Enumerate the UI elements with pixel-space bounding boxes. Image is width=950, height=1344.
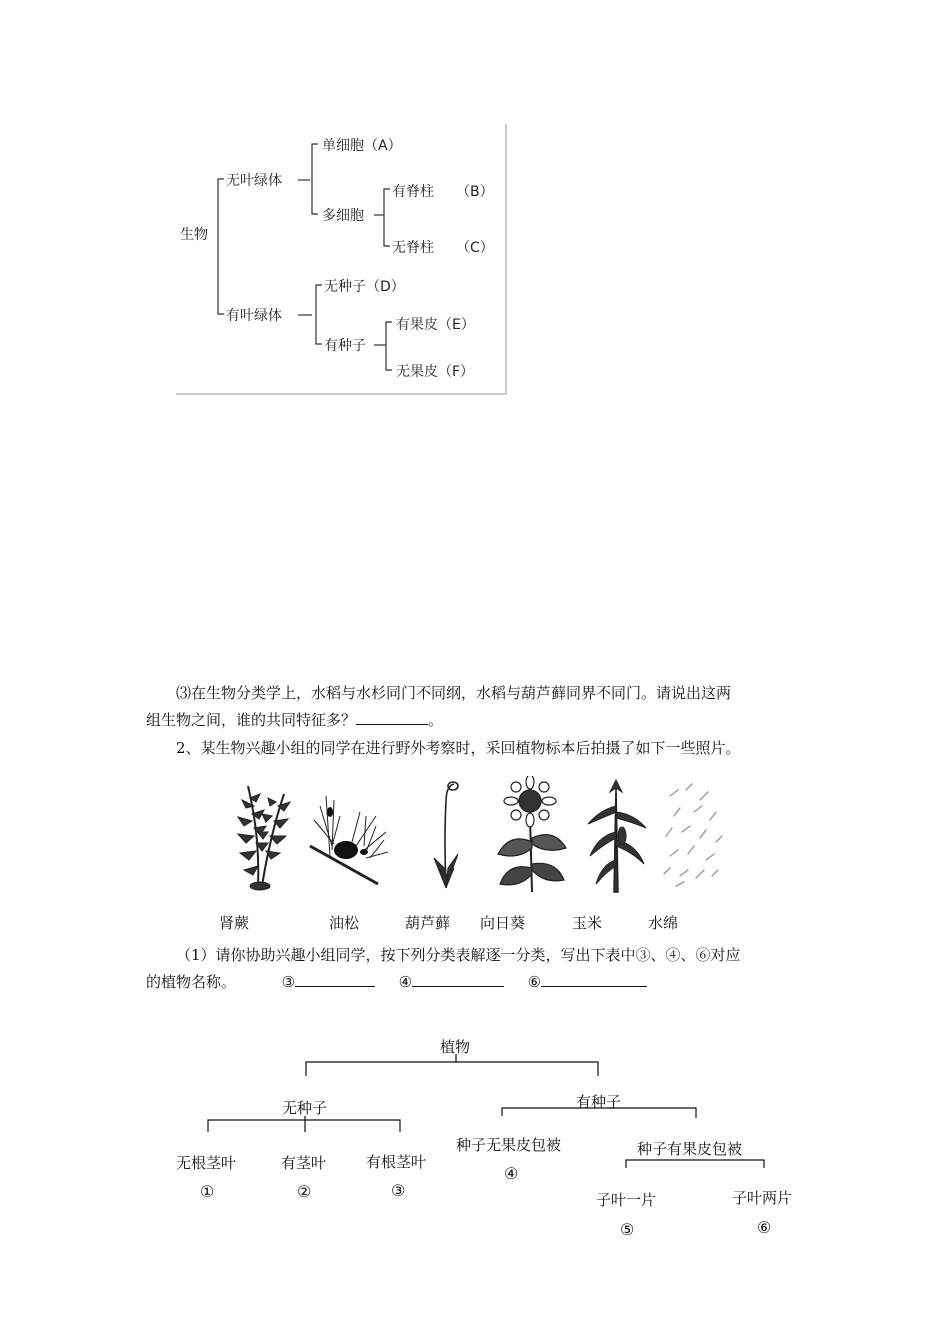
- question-2-1-line1: （1）请你协助兴趣小组同学，按下列分类表解逐一分类，写出下表中③、④、⑥对应: [176, 946, 741, 964]
- has-chloroplast-label: 有叶绿体: [226, 308, 282, 324]
- plant-name-spirogyra: 水绵: [648, 914, 679, 932]
- has-seed-label: 有种子: [324, 338, 366, 354]
- has-spine-label: 有脊柱: [392, 184, 434, 200]
- blank-label-3: ③: [281, 973, 296, 991]
- root-label: 生物: [180, 227, 208, 243]
- has-spine-tag: （B）: [456, 184, 494, 200]
- plant-name-pine: 油松: [329, 914, 360, 932]
- tree-marker-1: ①: [200, 1182, 215, 1201]
- question-3-line2-text: 组生物之间，谁的共同特征多？: [146, 711, 357, 729]
- plant-name-corn: 玉米: [572, 914, 603, 932]
- question-2-intro: 2、某生物兴趣小组的同学在进行野外考察时，采回植物标本后拍摄了如下一些照片。: [176, 739, 741, 757]
- unicellular-label: 单细胞（A）: [322, 138, 402, 154]
- tree-two-cotyledons: 子叶两片: [732, 1189, 793, 1207]
- tree-one-cotyledon: 子叶一片: [596, 1191, 657, 1209]
- multicellular-label: 多细胞: [322, 208, 364, 224]
- tree-seed-no-peel: 种子无果皮包被: [456, 1136, 562, 1154]
- question-3-line1: ⑶在生物分类学上，水稻与水杉同门不同纲，水稻与葫芦藓同界不同门。请说出这两: [176, 684, 732, 702]
- tree-marker-2: ②: [297, 1182, 312, 1201]
- tree-has-seed: 有种子: [576, 1093, 622, 1111]
- tree-no-seed: 无种子: [282, 1099, 328, 1117]
- tree-marker-4: ④: [504, 1164, 519, 1183]
- tree-marker-3: ③: [391, 1181, 406, 1200]
- blank-label-6: ⑥: [527, 973, 542, 991]
- tree-no-root-stem-leaf: 无根茎叶: [176, 1154, 237, 1172]
- plant-name-sunflower: 向日葵: [480, 914, 526, 932]
- no-seed-label: 无种子（D）: [324, 279, 405, 295]
- tree-marker-6: ⑥: [757, 1218, 772, 1237]
- tree-root: 植物: [440, 1038, 471, 1056]
- tree-seed-with-peel: 种子有果皮包被: [637, 1140, 743, 1158]
- has-peel-label: 有果皮（E）: [396, 317, 475, 333]
- no-peel-label: 无果皮（F）: [396, 364, 475, 380]
- tree-has-root-stem-leaf: 有根茎叶: [366, 1153, 427, 1171]
- tree-marker-5: ⑤: [620, 1220, 635, 1239]
- no-spine-tag: （C）: [456, 240, 494, 256]
- no-chloroplast-label: 无叶绿体: [226, 173, 282, 189]
- question-3-line2-end: 。: [428, 711, 444, 729]
- question-2-1-line2-text: 的植物名称。: [146, 973, 237, 991]
- tree-has-stem-leaf: 有茎叶: [281, 1154, 327, 1172]
- plant-name-moss: 葫芦藓: [405, 914, 451, 932]
- plant-name-fern: 肾蕨: [219, 914, 250, 932]
- blank-label-4: ④: [398, 973, 413, 991]
- no-spine-label: 无脊柱: [392, 240, 434, 256]
